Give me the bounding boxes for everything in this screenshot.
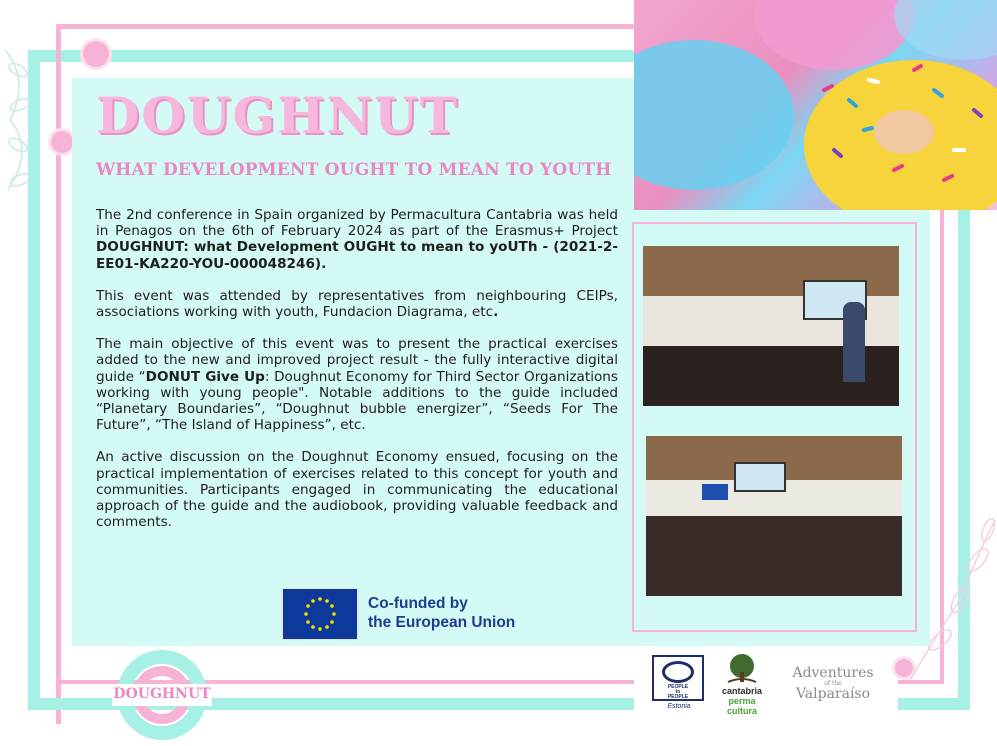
cantabria-text: cantabria — [721, 686, 763, 696]
frame-line-top-aqua — [28, 50, 634, 62]
perma-text: perma — [728, 696, 756, 706]
bubble-decoration — [80, 38, 112, 70]
cantabria-permacultura-logo — [716, 652, 768, 722]
eu-cofunded-logo — [282, 588, 532, 640]
paragraph-1-text: The 2nd conference in Spain organized by Permacultura Cantabria was held in Penagos on the 6th of February 2024 as part of the Erasmus+ Project — [96, 207, 618, 240]
paragraph-2-text: This event was attended by representatives from neighbouring CEIPs, associations working with youth, Fundacion Diagrama, etc — [96, 287, 618, 321]
ptp-caption: Estonia — [667, 703, 691, 710]
doughnuts-photo — [634, 0, 997, 210]
adventures-line1: Adventures — [792, 665, 874, 681]
doughnut-logo — [112, 650, 212, 740]
paragraph-2 — [96, 288, 618, 320]
doughnut-logo-text: DOUGHNUT — [113, 686, 211, 702]
paragraph-3-text-a: The main objective of this event was to present the practical exercises added to the new and improved project result - the fully interactive digital guide “ — [96, 336, 618, 385]
article-body — [96, 207, 618, 546]
eu-flag-icon — [282, 588, 358, 640]
ptp-line1: PEOPLE — [667, 684, 689, 690]
page-title: DOUGHNUT — [96, 86, 459, 145]
conference-photo-2 — [646, 436, 902, 596]
tree-icon — [716, 652, 768, 686]
conference-photo-1 — [643, 246, 899, 406]
eu-text-line1: Co-funded by — [368, 595, 468, 612]
adventures-line3: Valparaíso — [795, 686, 871, 702]
guide-name-bold: DONUT Give Up — [145, 368, 265, 385]
page-subtitle: WHAT DEVELOPMENT OUGHT TO MEAN TO YOUTH — [96, 160, 612, 180]
project-name-bold: DOUGHNUT: what Development OUGHt to mean to yoUTh - (2021-2-EE01-KA220-YOU-000048246). — [96, 239, 618, 272]
paragraph-1 — [96, 207, 618, 272]
adventures-valparaiso-logo — [778, 666, 888, 710]
people-to-people-logo — [650, 655, 708, 715]
paragraph-3 — [96, 336, 618, 433]
leaf-decoration — [0, 40, 50, 220]
paragraph-3-text-b: : Doughnut Economy for Third Sector Organizations working with young people". Notable additions to the guide included “Planetary Boundaries”, “Doughnut bubble energizer”, “Seeds For The Future”, “The Island of Happiness”, etc. — [96, 368, 618, 434]
ptp-line2: to — [675, 689, 681, 695]
eu-cofunded-text — [368, 594, 515, 632]
paragraph-4: An active discussion on the Doughnut Economy ensued, focusing on the practical implementation of exercises related to this concept for youth and communities. Participants engaged in communicating the educational approach of the guide and the audiobook, providing valuable feedback and comments. — [96, 449, 618, 531]
eu-text-line2: the European Union — [368, 614, 516, 631]
adventures-line2: of the — [824, 680, 842, 687]
ptp-line3: PEOPLE — [667, 694, 689, 700]
frame-line-top-pink — [56, 24, 634, 29]
cultura-text: cultura — [726, 706, 757, 716]
paragraph-2-period: . — [493, 304, 499, 321]
